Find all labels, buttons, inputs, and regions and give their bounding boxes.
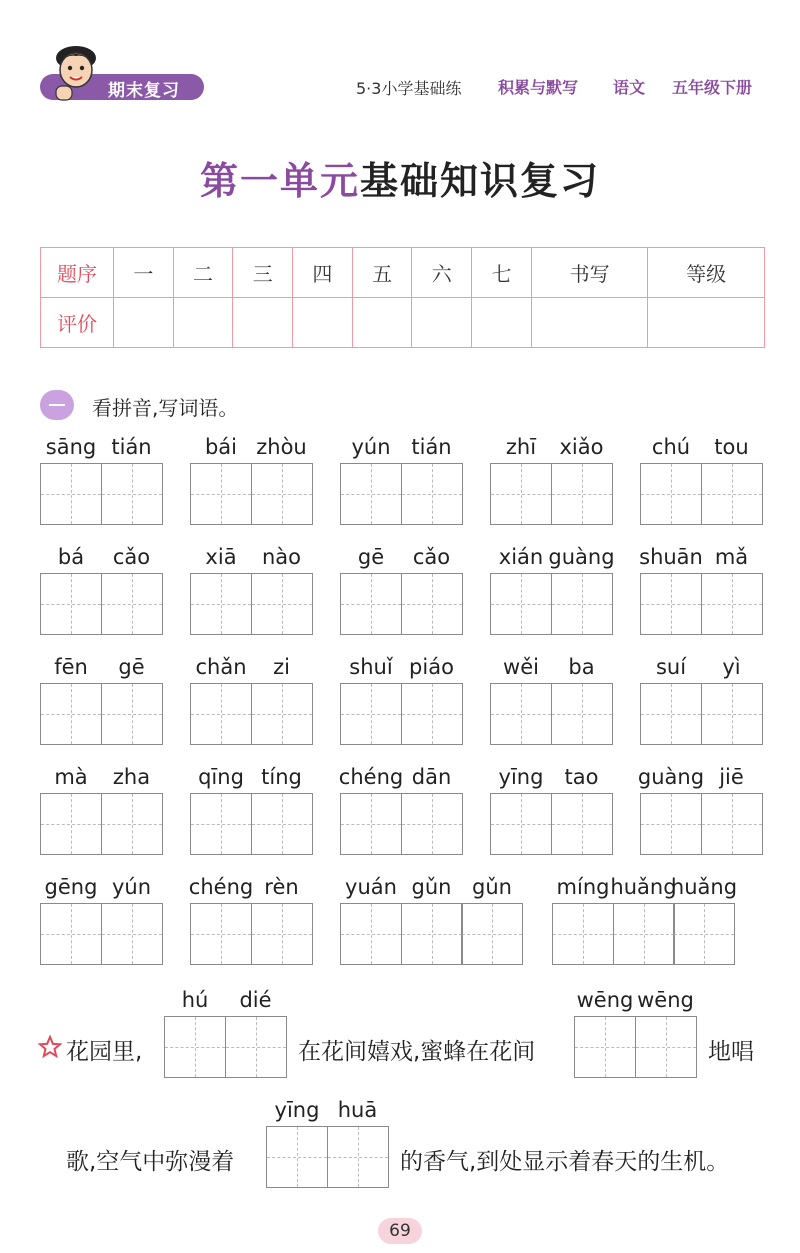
- pinyin-label: [552, 875, 738, 903]
- writing-cell[interactable]: [401, 903, 463, 965]
- sentence-blank: [266, 1098, 390, 1190]
- writing-cell[interactable]: [401, 463, 463, 525]
- writing-cell[interactable]: [340, 463, 402, 525]
- pinyin-label: [190, 765, 313, 793]
- pinyin-syllable: wěi: [503, 655, 539, 679]
- pinyin-word-item: [640, 545, 763, 637]
- pinyin-syllable: zha: [112, 765, 151, 789]
- pinyin-label: [266, 1098, 390, 1126]
- pinyin-word-item: [190, 655, 313, 747]
- writing-cell[interactable]: [490, 793, 552, 855]
- writing-cell[interactable]: [401, 793, 463, 855]
- writing-cell[interactable]: [190, 903, 252, 965]
- pinyin-syllable: tao: [564, 765, 599, 789]
- pinyin-syllable: xián: [498, 545, 544, 569]
- pinyin-word-item: [640, 655, 763, 747]
- writing-cell[interactable]: [701, 573, 763, 635]
- writing-boxes: [190, 463, 313, 525]
- score-cell[interactable]: [648, 298, 765, 348]
- writing-cell[interactable]: [490, 683, 552, 745]
- pinyin-syllable: huǎng: [610, 875, 677, 899]
- badge-label: 期末复习: [108, 81, 180, 101]
- pinyin-syllable: yì: [722, 655, 741, 679]
- writing-cell[interactable]: [701, 683, 763, 745]
- pinyin-word-item: [190, 435, 313, 527]
- score-cell[interactable]: [531, 298, 648, 348]
- writing-boxes: [640, 793, 763, 855]
- writing-cell[interactable]: [101, 573, 163, 635]
- pinyin-label: [574, 988, 698, 1016]
- pinyin-word-item: [40, 875, 163, 967]
- header-book: 积累与默写: [498, 78, 579, 97]
- pinyin-syllable: yún: [351, 435, 391, 459]
- pinyin-syllable: gēng: [44, 875, 98, 899]
- writing-boxes: [574, 1016, 697, 1078]
- pinyin-label: [340, 765, 463, 793]
- pinyin-label: [340, 545, 463, 573]
- writing-cell[interactable]: [701, 463, 763, 525]
- pinyin-syllable: zhī: [505, 435, 537, 459]
- pinyin-syllable: gǔn: [472, 875, 512, 899]
- pinyin-syllable: xiā: [205, 545, 237, 569]
- writing-boxes: [266, 1126, 389, 1188]
- pinyin-syllable: dié: [239, 988, 272, 1012]
- pinyin-syllable: mà: [54, 765, 88, 789]
- pinyin-label: [190, 655, 313, 683]
- writing-cell[interactable]: [701, 793, 763, 855]
- pinyin-syllable: piáo: [409, 655, 454, 679]
- page-number: 69: [389, 1221, 411, 1241]
- writing-boxes: [40, 683, 163, 745]
- table-row-head: 题序: [41, 248, 114, 298]
- pinyin-syllable: tíng: [261, 765, 302, 789]
- pinyin-label: [40, 765, 163, 793]
- writing-cell[interactable]: [340, 793, 402, 855]
- pinyin-syllable: chéng: [188, 875, 254, 899]
- writing-boxes: [190, 793, 313, 855]
- pinyin-syllable: hú: [181, 988, 209, 1012]
- pinyin-syllable: rèn: [264, 875, 299, 899]
- pinyin-syllable: tou: [714, 435, 749, 459]
- pinyin-syllable: bá: [57, 545, 85, 569]
- pinyin-syllable: gē: [118, 655, 145, 679]
- pinyin-label: [340, 655, 463, 683]
- writing-cell[interactable]: [225, 1016, 287, 1078]
- score-cell[interactable]: [412, 298, 472, 348]
- writing-boxes: [190, 573, 313, 635]
- sentence-blank: [164, 988, 288, 1080]
- pinyin-word-item: [340, 875, 523, 967]
- table-col-header: 等级: [648, 248, 765, 298]
- pinyin-syllable: nào: [261, 545, 302, 569]
- pinyin-label: [40, 875, 163, 903]
- writing-cell[interactable]: [190, 793, 252, 855]
- score-cell[interactable]: [293, 298, 353, 348]
- pinyin-syllable: yún: [111, 875, 152, 899]
- score-cell[interactable]: [233, 298, 293, 348]
- pinyin-label: [490, 435, 613, 463]
- writing-cell[interactable]: [640, 573, 702, 635]
- writing-cell[interactable]: [40, 903, 102, 965]
- pinyin-syllable: yīng: [498, 765, 544, 789]
- writing-boxes: [340, 683, 463, 745]
- pinyin-syllable: zhòu: [256, 435, 307, 459]
- writing-cell[interactable]: [251, 793, 313, 855]
- pinyin-label: [190, 435, 313, 463]
- pinyin-label: [640, 655, 763, 683]
- sentence-part-5: 的香气,到处显示着春天的生机。: [400, 1149, 730, 1175]
- writing-boxes: [640, 573, 763, 635]
- pinyin-label: [40, 545, 163, 573]
- writing-cell[interactable]: [340, 573, 402, 635]
- pinyin-syllable: chǎn: [195, 655, 247, 679]
- pinyin-word-item: [190, 545, 313, 637]
- writing-cell[interactable]: [251, 463, 313, 525]
- pinyin-label: [164, 988, 288, 1016]
- pinyin-label: [637, 765, 763, 793]
- writing-cell[interactable]: [40, 683, 102, 745]
- table-col-header: 二: [173, 248, 233, 298]
- writing-cell[interactable]: [551, 573, 613, 635]
- pinyin-word-item: [40, 765, 163, 857]
- writing-cell[interactable]: [101, 683, 163, 745]
- pinyin-label: [490, 655, 613, 683]
- header-series: 5·3小学基础练: [356, 79, 462, 98]
- pinyin-syllable: sāng: [45, 435, 97, 459]
- writing-cell[interactable]: [551, 793, 613, 855]
- pinyin-label: [190, 875, 313, 903]
- star-icon: [38, 1035, 62, 1059]
- writing-boxes: [164, 1016, 287, 1078]
- pinyin-label: [640, 545, 763, 573]
- score-cell[interactable]: [173, 298, 233, 348]
- pinyin-label: [190, 545, 313, 573]
- writing-cell[interactable]: [40, 463, 102, 525]
- writing-cell[interactable]: [613, 903, 675, 965]
- pinyin-syllable: shuān: [639, 545, 703, 569]
- table-col-header: 七: [472, 248, 532, 298]
- sentence-part-4: 歌,空气中弥漫着: [66, 1149, 235, 1175]
- writing-boxes: [490, 463, 613, 525]
- writing-cell[interactable]: [40, 793, 102, 855]
- title-unit: 第一单元: [199, 159, 360, 203]
- writing-cell[interactable]: [164, 1016, 226, 1078]
- page-title: [0, 150, 800, 205]
- pinyin-label: [40, 655, 163, 683]
- sentence-part-1: 花园里,: [66, 1039, 143, 1065]
- pinyin-word-item: [490, 545, 613, 637]
- writing-cell[interactable]: [640, 793, 702, 855]
- writing-boxes: [340, 573, 463, 635]
- table-col-header: 一: [114, 248, 174, 298]
- writing-cell[interactable]: [551, 683, 613, 745]
- pinyin-syllable: bái: [204, 435, 238, 459]
- pinyin-syllable: shuǐ: [349, 655, 393, 679]
- pinyin-syllable: xiǎo: [559, 435, 604, 459]
- table-col-header: 书写: [531, 248, 648, 298]
- pinyin-syllable: wēng: [637, 988, 694, 1012]
- writing-cell[interactable]: [190, 683, 252, 745]
- sentence-part-3: 地唱: [708, 1039, 754, 1065]
- writing-boxes: [40, 463, 163, 525]
- pinyin-syllable: huā: [337, 1098, 378, 1122]
- sentence-part-2: 在花间嬉戏,蜜蜂在花间: [298, 1039, 536, 1065]
- pinyin-word-item: [490, 765, 613, 857]
- pinyin-label: [340, 435, 463, 463]
- writing-cell[interactable]: [635, 1016, 697, 1078]
- table-col-header: 六: [412, 248, 472, 298]
- pinyin-syllable: yīng: [274, 1098, 320, 1122]
- pinyin-syllable: guàng: [637, 765, 705, 789]
- writing-cell[interactable]: [673, 903, 735, 965]
- score-cell[interactable]: [352, 298, 412, 348]
- writing-boxes: [40, 573, 163, 635]
- pinyin-word-item: [40, 435, 163, 527]
- table-col-header: 三: [233, 248, 293, 298]
- writing-cell[interactable]: [101, 793, 163, 855]
- pinyin-syllable: gē: [357, 545, 385, 569]
- pinyin-word-item: [640, 435, 763, 527]
- pinyin-syllable: qīng: [198, 765, 244, 789]
- score-table: [40, 247, 765, 348]
- writing-cell[interactable]: [401, 683, 463, 745]
- writing-cell[interactable]: [461, 903, 523, 965]
- pinyin-syllable: tián: [411, 435, 452, 459]
- writing-boxes: [190, 683, 313, 745]
- header-grade: 五年级下册: [672, 78, 753, 97]
- pinyin-syllable: yuán: [345, 875, 397, 899]
- pinyin-syllable: jiē: [719, 765, 744, 789]
- pinyin-syllable: tián: [111, 435, 152, 459]
- pinyin-label: [340, 875, 523, 903]
- section-instruction: 看拼音,写词语。: [92, 396, 239, 420]
- pinyin-word-item: [490, 655, 613, 747]
- writing-cell[interactable]: [490, 463, 552, 525]
- pinyin-word-item: [490, 435, 613, 527]
- table-row-head: 评价: [41, 298, 114, 348]
- pinyin-syllable: fēn: [54, 655, 88, 679]
- pinyin-syllable: guàng: [548, 545, 615, 569]
- pinyin-label: [40, 435, 163, 463]
- writing-boxes: [552, 903, 735, 965]
- writing-boxes: [490, 573, 613, 635]
- writing-cell[interactable]: [552, 903, 614, 965]
- writing-cell[interactable]: [490, 573, 552, 635]
- pinyin-syllable: cǎo: [112, 545, 151, 569]
- writing-boxes: [640, 463, 763, 525]
- section-number-mark: [49, 404, 65, 406]
- writing-boxes: [40, 793, 163, 855]
- pinyin-word-item: [340, 655, 463, 747]
- pinyin-word-item: [340, 765, 463, 857]
- writing-boxes: [340, 793, 463, 855]
- score-cell[interactable]: [114, 298, 174, 348]
- writing-cell[interactable]: [190, 573, 252, 635]
- writing-cell[interactable]: [340, 683, 402, 745]
- pinyin-word-item: [190, 765, 313, 857]
- writing-cell[interactable]: [251, 903, 313, 965]
- writing-cell[interactable]: [340, 903, 402, 965]
- pinyin-word-item: [40, 545, 163, 637]
- writing-cell[interactable]: [574, 1016, 636, 1078]
- writing-boxes: [490, 683, 613, 745]
- writing-cell[interactable]: [266, 1126, 328, 1188]
- writing-cell[interactable]: [327, 1126, 389, 1188]
- writing-boxes: [340, 463, 463, 525]
- writing-boxes: [40, 903, 163, 965]
- pinyin-syllable: chéng: [338, 765, 404, 789]
- pinyin-label: [490, 545, 613, 573]
- pinyin-label: [490, 765, 613, 793]
- pinyin-syllable: zi: [273, 655, 290, 679]
- pinyin-word-item: [340, 435, 463, 527]
- pinyin-word-item: [552, 875, 738, 967]
- writing-cell[interactable]: [640, 463, 702, 525]
- pinyin-syllable: chú: [651, 435, 691, 459]
- header-subject: 语文: [613, 78, 646, 97]
- pinyin-syllable: ba: [568, 655, 595, 679]
- sentence-blank: [574, 988, 698, 1080]
- pinyin-syllable: suí: [655, 655, 687, 679]
- writing-boxes: [190, 903, 313, 965]
- table-col-header: 五: [352, 248, 412, 298]
- score-cell[interactable]: [472, 298, 532, 348]
- writing-cell[interactable]: [401, 573, 463, 635]
- pinyin-label: [640, 435, 763, 463]
- writing-cell[interactable]: [551, 463, 613, 525]
- writing-boxes: [490, 793, 613, 855]
- pinyin-word-item: [40, 655, 163, 747]
- student-mascot-icon: [50, 44, 102, 104]
- pinyin-syllable: wēng: [576, 988, 634, 1012]
- writing-cell[interactable]: [101, 463, 163, 525]
- pinyin-word-item: [637, 765, 763, 857]
- pinyin-syllable: mǎ: [714, 545, 749, 569]
- writing-boxes: [340, 903, 523, 965]
- writing-cell[interactable]: [101, 903, 163, 965]
- writing-cell[interactable]: [190, 463, 252, 525]
- pinyin-syllable: dān: [411, 765, 452, 789]
- writing-cell[interactable]: [40, 573, 102, 635]
- writing-cell[interactable]: [251, 683, 313, 745]
- table-col-header: 四: [293, 248, 353, 298]
- title-main: 基础知识复习: [360, 159, 601, 203]
- pinyin-syllable: cǎo: [412, 545, 451, 569]
- pinyin-syllable: gǔn: [411, 875, 452, 899]
- pinyin-syllable: huǎng: [670, 875, 738, 899]
- pinyin-syllable: míng: [556, 875, 610, 899]
- pinyin-word-item: [190, 875, 313, 967]
- writing-boxes: [640, 683, 763, 745]
- pinyin-word-item: [340, 545, 463, 637]
- writing-cell[interactable]: [640, 683, 702, 745]
- writing-cell[interactable]: [251, 573, 313, 635]
